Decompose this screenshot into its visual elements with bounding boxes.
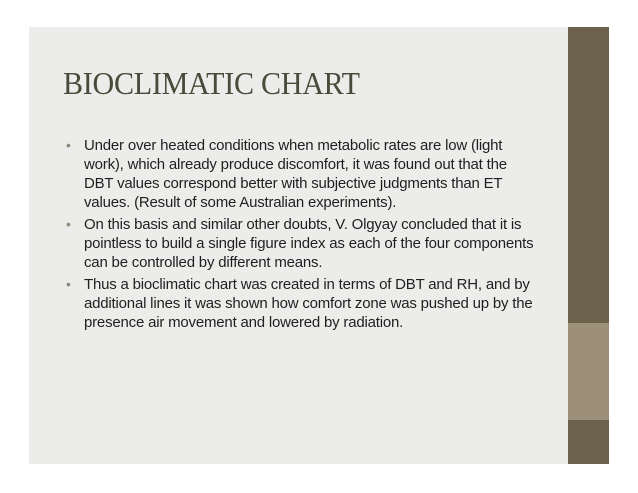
bullet-marker-icon: •: [66, 216, 71, 232]
bullet-list: [66, 136, 536, 335]
bullet-text: Thus a bioclimatic chart was created in terms of DBT and RH, and by additional lines it was shown how comfort zone was pushed up by the presence air movement and lowered by radiation.: [84, 276, 533, 331]
bullet-text: Under over heated conditions when metabolic rates are low (light work), which already produce discomfort, it was found out that the DBT values correspond better with subjective judgments than ET values. (Result of some Australian experiments).: [84, 137, 507, 211]
sidebar-light-band: [568, 323, 609, 420]
slide-content-area: [29, 27, 568, 464]
bullet-item: [66, 215, 536, 272]
bullet-item: [66, 275, 536, 332]
slide: [29, 27, 609, 464]
bullet-item: [66, 136, 536, 212]
bullet-text: On this basis and similar other doubts, V. Olgyay concluded that it is pointless to build a single figure index as each of the four components can be controlled by different means.: [84, 216, 534, 271]
bullet-marker-icon: •: [66, 137, 71, 153]
slide-title: BIOCLIMATIC CHART: [63, 65, 360, 101]
bullet-marker-icon: •: [66, 276, 71, 292]
